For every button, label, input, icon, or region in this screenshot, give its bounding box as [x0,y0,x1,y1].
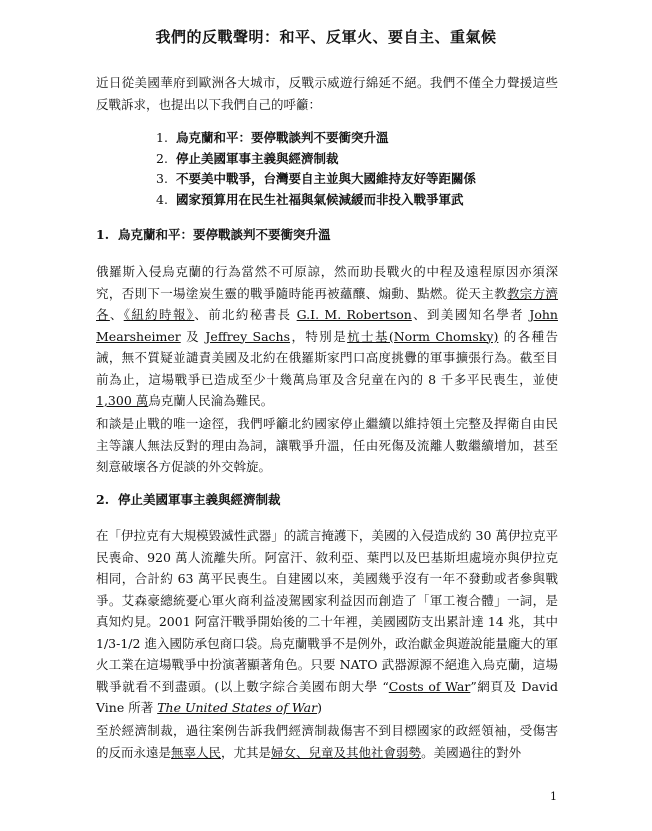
section-number: 1. [96,227,110,242]
text-run: 烏克蘭人民淪為難民。 [148,393,274,408]
section-1-paragraph-1 [96,261,558,412]
link-sachs[interactable]: Jeffrey Sachs [205,328,291,344]
text-run: 的各種告誡，無不質疑並譴責美國及北約在俄羅斯家門口高度挑釁的軍事擴張行為。截至目前為止，這場戰爭已造成至少十幾萬烏軍及含兒童在內的 8 千多平民喪生，並使 [96,328,558,387]
paragraph-text [96,720,558,763]
list-item-text: 烏克蘭和平：要停戰談判不要衝突升溫 [176,130,389,145]
link-robertson[interactable]: G.I. M. Robertson [296,307,412,322]
section-heading-text: 烏克蘭和平：要停戰談判不要衝突升溫 [118,227,331,242]
list-number: 4. [156,191,168,207]
intro-paragraph [96,72,558,115]
text-run: ，特別是 [290,328,348,344]
list-item-text: 國家預算用在民生社福與氣候減緩而非投入戰爭軍武 [176,191,464,207]
text-run: 至於經濟制裁，過往案例告訴我們經濟制裁傷害不到目標國家的政經領袖，受傷害的反而永遠是 [96,723,558,760]
list-number: 1. [156,130,168,145]
list-item [152,128,572,149]
page-number: 1 [550,790,557,803]
section-2-paragraph-1 [96,525,558,719]
link-refugees[interactable]: 1,300 萬 [96,393,149,408]
list-number: 3. [156,171,168,186]
text-run: ”網頁及 David Vine 所著 [96,678,558,715]
section-heading-text: 停止美國軍事主義與經濟制裁 [118,492,281,507]
paragraph-text [96,525,558,719]
list-item [152,149,572,170]
paragraph-text [96,261,558,412]
section-1-heading [96,225,556,245]
paragraph-text: 和談是止戰的唯一途徑，我們呼籲北約國家停止繼續以維持領土完整及捍衛自由民主等讓人無法反對的理由為詞，讓戰爭升溫，任由死傷及流離人數繼續增加，甚至刻意破壞各方促談的外交斡旋。 [96,416,558,474]
link-vulnerable-groups[interactable]: 婦女、兒童及其他社會弱勢 [271,744,422,760]
section-2-paragraph-2 [96,720,558,763]
text-run: 。美國過往的對外 [421,744,522,760]
text-run: 及 [180,328,206,344]
list-item-text: 不要美中戰爭，台灣要自主並與大國維持友好等距關係 [176,171,477,186]
link-chomsky[interactable]: 杭士基(Norm Chomsky) [347,328,499,344]
text-run: 、前北約秘書長 [194,307,297,322]
section-1-paragraph-2 [96,413,558,478]
calls-list [152,128,572,210]
text-run: 、 [109,307,124,322]
list-item [152,190,572,211]
document-title: 我們的反戰聲明：和平、反軍火、要自主、重氣候 [155,28,497,46]
link-nytimes[interactable]: 《紐約時報》 [123,307,195,322]
text-run: 俄羅斯入侵烏克蘭的行為當然不可原諒，然而助長戰火的中程及遠程原因亦須深究，否則下一場塗炭生靈的戰爭隨時能再被蘊釀、煽動、點燃。從天主教 [96,264,558,301]
section-number: 2. [96,492,110,507]
link-united-states-of-war[interactable]: The United States of War [157,700,318,715]
link-mearsheimer[interactable]: John Mearsheimer [96,307,558,344]
list-item-text: 停止美國軍事主義與經濟制裁 [176,150,339,166]
link-pope-francis[interactable]: 教宗方濟各 [96,285,558,322]
section-2-heading [96,490,556,510]
link-innocent-people[interactable]: 無辜人民 [171,744,222,760]
text-run: 在「伊拉克有大規模毀滅性武器」的謊言掩護下，美國的入侵造成約 30 萬伊拉克平民喪命、920 萬人流離失所。阿富汗、敘利亞、葉門以及巴基斯坦處境亦與伊拉克相同，合計約 63 萬平民喪生。自建國以來，美國幾乎沒有一年不發動或者參與戰爭。艾森豪總統憂心軍火商利益凌駕國家利益因而創造了「軍工複合體」一詞，是真知灼見。2001 阿富汗戰爭開始後的二十年裡，美國國防支出累計達 14 兆，其中 1/3-1/2 進入國防承包商口袋。烏克蘭戰爭不是例外，政治獻金與遊說能量龐大的軍火工業在這場戰爭中扮演著顯著角色。只要 NATO 武器源源不絕進入烏克蘭，這場戰爭就看不到盡頭。(以上數字綜合美國布朗大學 “ [96,528,558,694]
text-run: 、到美國知名學者 [411,307,530,322]
link-costs-of-war[interactable]: Costs of War [388,678,471,694]
list-number: 2. [156,150,168,166]
text-run: ，尤其是 [221,744,272,760]
intro-text: 近日從美國華府到歐洲各大城市，反戰示威遊行綿延不絕。我們不僅全力聲援這些反戰訴求，也提出以下我們自己的呼籲： [96,75,558,112]
list-item [152,169,572,190]
text-run: ) [317,700,322,715]
